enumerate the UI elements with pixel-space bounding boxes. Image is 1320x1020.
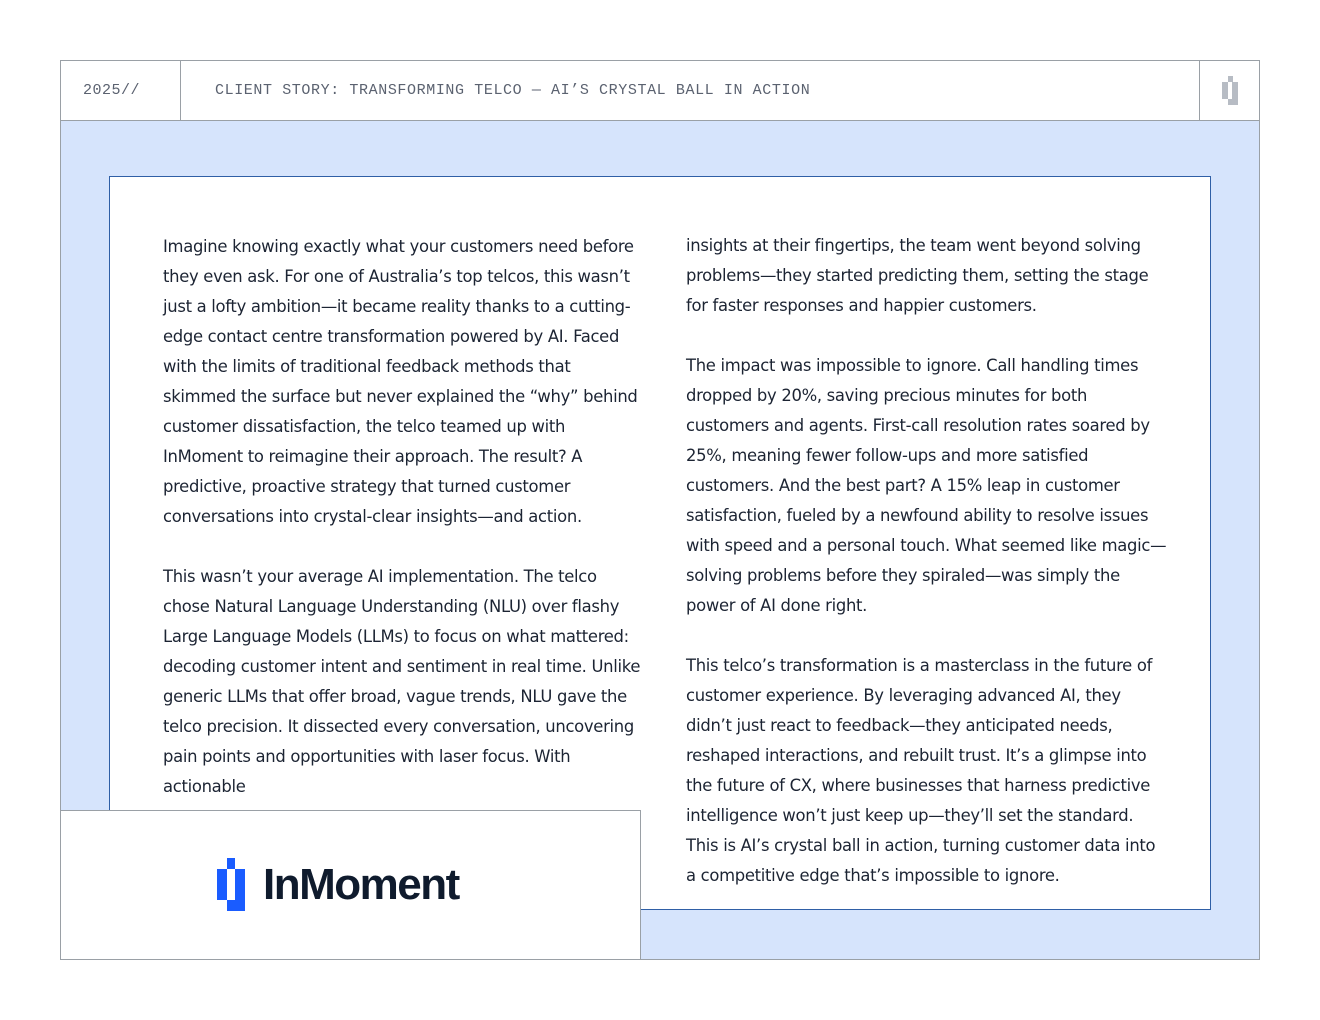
- header-bar: [61, 61, 1259, 121]
- header-logo-cell: [1199, 61, 1259, 120]
- brand-wordmark: InMoment: [263, 860, 459, 909]
- paragraph: insights at their fingertips, the team went beyond solving problems—they started predicting them, setting the stage for faster responses and happier customers.: [686, 236, 1149, 315]
- story-content-box: [109, 176, 1211, 910]
- inmoment-mark-icon: [1222, 76, 1238, 105]
- inmoment-logo-icon: [217, 858, 245, 911]
- paragraph: The impact was impossible to ignore. Call handling times dropped by 20%, saving precious minutes for both customers and agents. First-call resolution rates soared by 25%, meaning fewer follow-ups and more satisfied customers. And the best part? A 15% leap in customer satisfaction, fueled by a newfound ability to resolve issues with speed and a personal touch. What seemed like magic—solving problems before they spiraled—was simply the power of AI done right.: [686, 356, 1167, 615]
- logo-panel: [61, 810, 641, 959]
- page-title: CLIENT STORY: TRANSFORMING TELCO — AI’S CRYSTAL BALL IN ACTION: [215, 82, 811, 99]
- header-year: 2025//: [61, 61, 181, 120]
- page-frame: [60, 60, 1260, 960]
- paragraph: Imagine knowing exactly what your customers need before they even ask. For one of Australia’s top telcos, this wasn’t just a lofty ambition—it became reality thanks to a cutting-edge contact centre transformation powered by AI. Faced with the limits of traditional feedback methods that skimmed the surface but never explained the “why” behind customer dissatisfaction, the telco teamed up with InMoment to reimagine their approach. The result? A predictive, proactive strategy that turned customer conversations into crystal-clear insights—and action.: [163, 237, 638, 526]
- right-column: [686, 231, 1168, 921]
- left-column: [163, 232, 643, 832]
- paragraph: This telco’s transformation is a masterclass in the future of customer experience. By leveraging advanced AI, they didn’t just react to feedback—they anticipated needs, reshaped interactions, and rebuilt trust. It’s a glimpse into the future of CX, where businesses that harness predictive intelligence won’t just keep up—they’ll set the standard. This is AI’s crystal ball in action, turning customer data into a competitive edge that’s impossible to ignore.: [686, 656, 1156, 885]
- paragraph: This wasn’t your average AI implementation. The telco chose Natural Language Understanding (NLU) over flashy Large Language Models (LLMs) to focus on what mattered: decoding customer intent and sentiment in real time. Unlike generic LLMs that offer broad, vague trends, NLU gave the telco precision. It dissected every conversation, uncovering pain points and opportunities with laser focus. With actionable: [163, 567, 641, 796]
